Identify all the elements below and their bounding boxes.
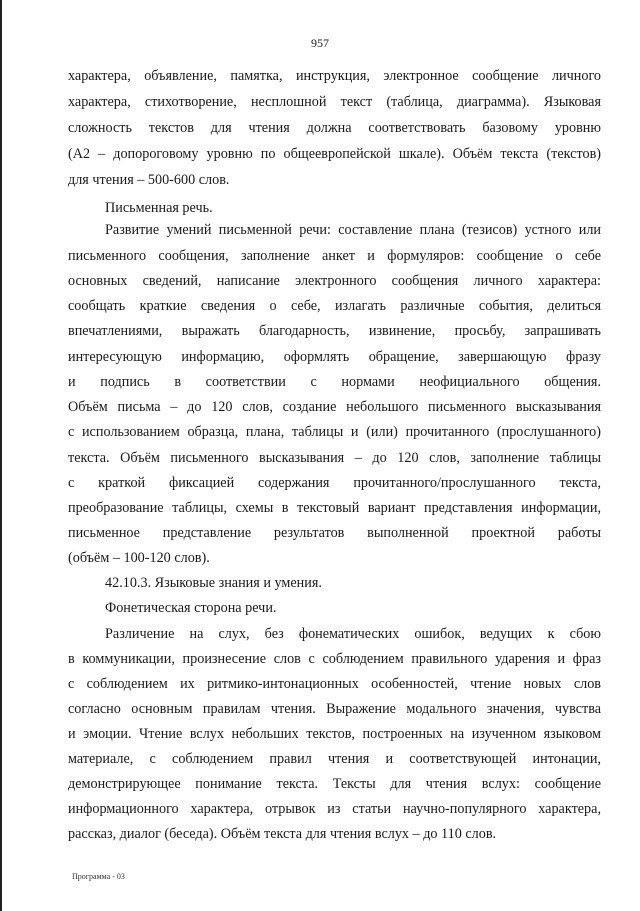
text-line: текста. Объём письменного высказывания – до 120 слов, заполнение таблицы [68,450,601,466]
text-line: впечатлениями, выражать благодарность, извинение, просьбу, запрашивать [68,323,601,339]
text-line: сообщать краткие сведения о себе, излагать различные события, делиться [68,298,601,314]
text-line: (объём – 100-120 слов). [68,550,210,566]
text-line: рассказ, диалог (беседа). Объём текста для чтения вслух – до 110 слов. [68,826,497,842]
text-line: в коммуникации, произнесение слов с соблюдением правильного ударения и фраз [68,651,601,667]
text-line: письменное представление результатов выполненной проектной работы [68,525,601,541]
text-line: характера, объявление, памятка, инструкция, электронное сообщение личного [68,68,601,84]
text-line: письменного сообщения, заполнение анкет и формуляров: сообщение о себе [68,248,601,264]
text-line: Развитие умений письменной речи: составление плана (тезисов) устного или [105,222,601,238]
text-line: основных сведений, написание электронного сообщения личного характера: [68,273,601,289]
text-line: для чтения – 500-600 слов. [68,172,230,188]
text-line: с краткой фиксацией содержания прочитанного/прослушанного текста, [68,475,601,491]
text-line: Объём письма – до 120 слов, создание небольшого письменного высказывания [68,399,601,415]
text-line: (А2 – допороговому уровню по общеевропейской шкале). Объём текста (текстов) [68,146,601,162]
text-line: Различение на слух, без фонематических ошибок, ведущих к сбою [105,626,601,642]
subsection-heading: 42.10.3. Языковые знания и умения. [105,575,322,591]
text-line: информационного характера, отрывок из статьи научно-популярного характера, [68,801,601,817]
page-number: 957 [311,36,329,50]
text-line: с соблюдением их ритмико-интонационных особенностей, чтение новых слов [68,676,601,692]
text-line: с использованием образца, плана, таблицы и (или) прочитанного (прослушанного) [68,424,601,440]
text-line: сложность текстов для чтения должна соответствовать базовому уровню [68,120,601,136]
footer-label: Программа - 03 [72,872,125,881]
text-line: преобразование таблицы, схемы в текстовый вариант представления информации, [68,500,601,516]
text-line: демонстрирующее понимание текста. Тексты для чтения вслух: сообщение [68,776,601,792]
scan-edge [0,0,2,911]
text-line: материале, с соблюдением правил чтения и соответствующей интонации, [68,751,601,767]
text-line: интересующую информацию, оформлять обращение, завершающую фразу [68,349,601,365]
text-line: и эмоции. Чтение вслух небольших текстов, построенных на изученном языковом [68,726,601,742]
section-heading: Письменная речь. [105,200,213,216]
text-line: согласно основным правилам чтения. Выражение модального значения, чувства [68,701,601,717]
text-line: и подпись в соответствии с нормами неофициального общения. [68,374,601,390]
text-line: характера, стихотворение, несплошной текст (таблица, диаграмма). Языковая [68,94,601,110]
section-heading: Фонетическая сторона речи. [105,600,277,616]
